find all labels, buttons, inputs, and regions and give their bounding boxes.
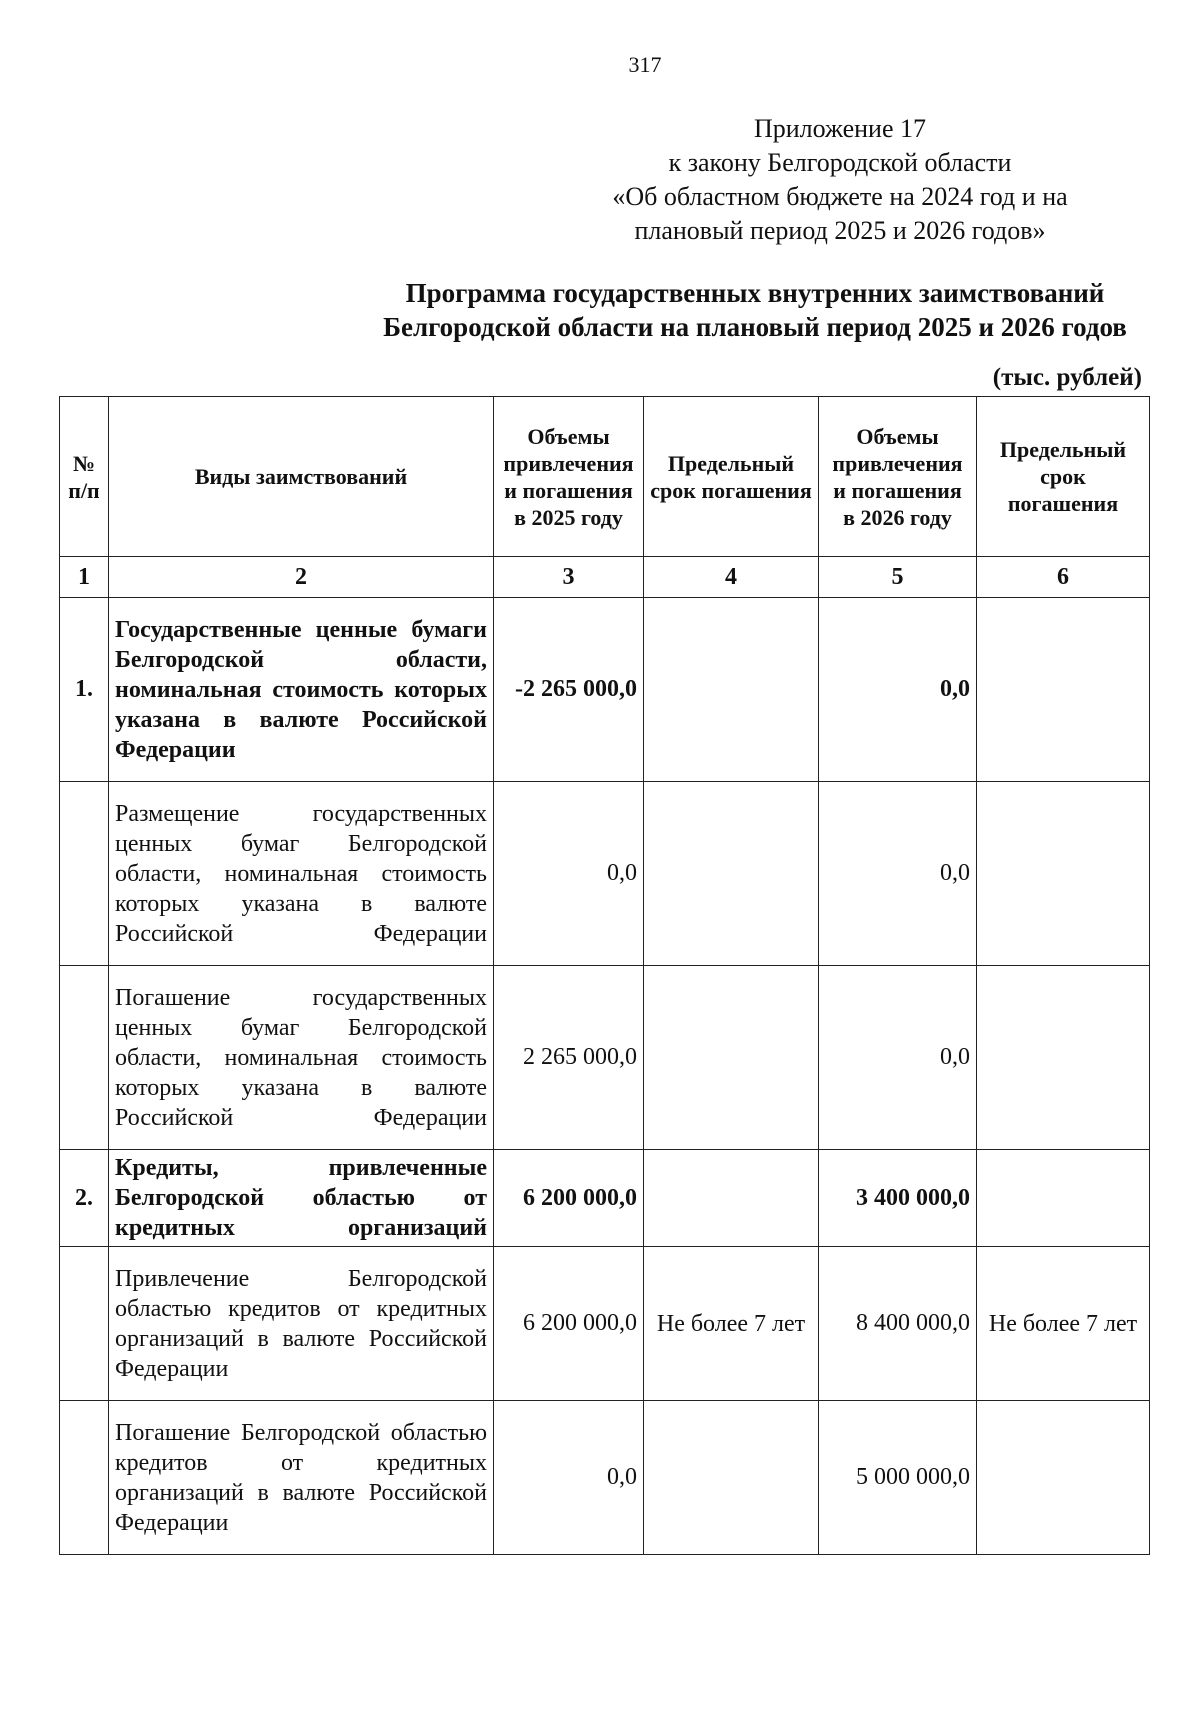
borrowing-type: Государственные ценные бумаги Белгородской области, номинальная стоимость которых указана в валюте Российской Федерации <box>109 598 494 782</box>
table-row <box>60 1150 1150 1247</box>
volume-2025: 2 265 000,0 <box>494 966 644 1150</box>
document-title <box>200 276 1200 344</box>
header-term-2026: Предельный срок погашения <box>977 397 1150 557</box>
volume-2026: 0,0 <box>819 782 977 966</box>
row-number: 1. <box>60 598 109 782</box>
borrowing-type: Погашение Белгородской областью кредитов от кредитных организаций в валюте Российской Федерации <box>109 1401 494 1555</box>
appendix-line-4: плановый период 2025 и 2026 годов» <box>634 216 1046 245</box>
title-line-1: Программа государственных внутренних заимствований <box>405 278 1105 308</box>
borrowings-table <box>59 396 1150 1555</box>
appendix-line-2: к закону Белгородской области <box>668 148 1012 177</box>
term-2026 <box>977 782 1150 966</box>
borrowing-type: Кредиты, привлеченные Белгородской областью от кредитных организаций <box>109 1150 494 1247</box>
volume-2026: 3 400 000,0 <box>819 1150 977 1247</box>
header-term-2025: Предельный срок погашения <box>644 397 819 557</box>
header-row <box>60 397 1150 557</box>
volume-2026: 8 400 000,0 <box>819 1247 977 1401</box>
title-line-2: Белгородской области на плановый период 2025 и 2026 годов <box>383 312 1127 342</box>
appendix-line-1: Приложение 17 <box>753 114 927 143</box>
row-number <box>60 1401 109 1555</box>
column-number: 2 <box>109 557 494 598</box>
appendix-line-3: «Об областном бюджете на 2024 год и на <box>612 182 1068 211</box>
term-2025 <box>644 966 819 1150</box>
volume-2025: 0,0 <box>494 782 644 966</box>
column-number: 5 <box>819 557 977 598</box>
volume-2026: 0,0 <box>819 598 977 782</box>
term-2025 <box>644 1401 819 1555</box>
header-vol-2026: Объемы привлечения и погашения в 2026 году <box>819 397 977 557</box>
column-number: 1 <box>60 557 109 598</box>
table-row <box>60 966 1150 1150</box>
borrowing-type: Привлечение Белгородской областью кредитов от кредитных организаций в валюте Российской Федерации <box>109 1247 494 1401</box>
row-number <box>60 782 109 966</box>
volume-2025: 6 200 000,0 <box>494 1247 644 1401</box>
term-2026: Не более 7 лет <box>977 1247 1150 1401</box>
header-type: Виды заимствований <box>109 397 494 557</box>
appendix-block <box>560 112 1120 248</box>
term-2025 <box>644 598 819 782</box>
units-label: (тыс. рублей) <box>992 364 1142 391</box>
term-2026 <box>977 598 1150 782</box>
header-no: № п/п <box>60 397 109 557</box>
term-2025: Не более 7 лет <box>644 1247 819 1401</box>
table-row <box>60 598 1150 782</box>
header-vol-2025: Объемы привлечения и погашения в 2025 году <box>494 397 644 557</box>
row-number <box>60 966 109 1150</box>
column-number-row <box>60 557 1150 598</box>
volume-2026: 5 000 000,0 <box>819 1401 977 1555</box>
table-row <box>60 1401 1150 1555</box>
page-number: 317 <box>628 52 662 77</box>
volume-2025: 0,0 <box>494 1401 644 1555</box>
column-number: 4 <box>644 557 819 598</box>
term-2026 <box>977 966 1150 1150</box>
borrowing-type: Размещение государственных ценных бумаг Белгородской области, номинальная стоимость которых указана в валюте Российской Федерации <box>109 782 494 966</box>
term-2026 <box>977 1401 1150 1555</box>
table-row <box>60 782 1150 966</box>
volume-2025: -2 265 000,0 <box>494 598 644 782</box>
row-number <box>60 1247 109 1401</box>
term-2025 <box>644 1150 819 1247</box>
volume-2026: 0,0 <box>819 966 977 1150</box>
table-row <box>60 1247 1150 1401</box>
row-number: 2. <box>60 1150 109 1247</box>
column-number: 6 <box>977 557 1150 598</box>
borrowing-type: Погашение государственных ценных бумаг Белгородской области, номинальная стоимость которых указана в валюте Российской Федерации <box>109 966 494 1150</box>
column-number: 3 <box>494 557 644 598</box>
term-2025 <box>644 782 819 966</box>
term-2026 <box>977 1150 1150 1247</box>
volume-2025: 6 200 000,0 <box>494 1150 644 1247</box>
